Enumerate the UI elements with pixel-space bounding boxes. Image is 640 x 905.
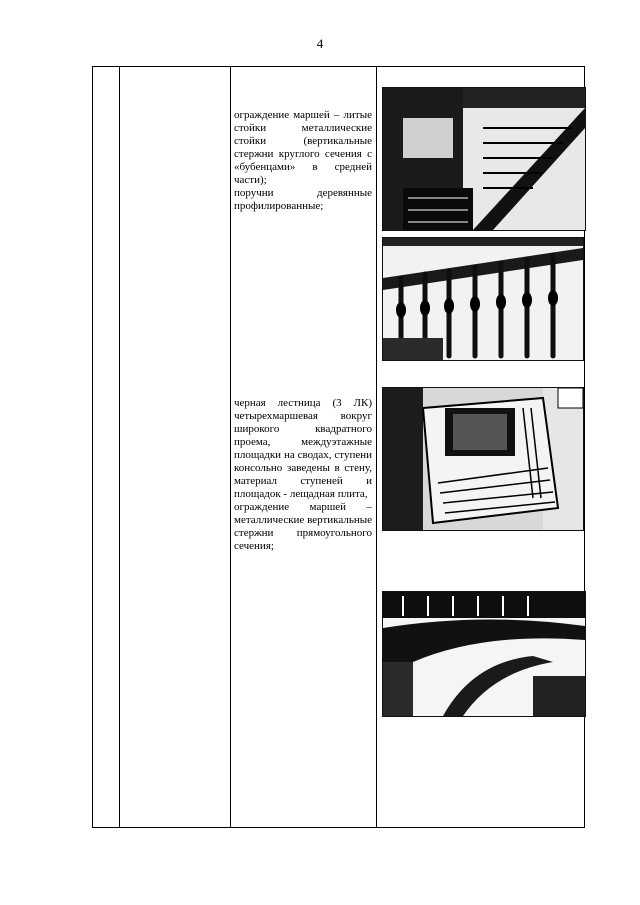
column-divider-3 (376, 67, 377, 827)
column-divider-1 (119, 67, 120, 827)
row-2-paragraph-2: ограждение маршей – металлические вертикальные стержни прямоугольного сечения; (234, 501, 372, 552)
row-1-description (234, 109, 372, 213)
row-2-description (234, 397, 372, 553)
stairwell-top-view-photo (382, 387, 584, 531)
staircase-railing-photo (382, 87, 586, 231)
cast-balusters-photo (382, 237, 584, 361)
row-2-paragraph-1: черная лестница (3 ЛК) четырехмаршевая вокруг широкого квадратного проема, междуэтажные площадки на сводах, ступени консольно заведены в стену, материал ступеней и площадок - лещадная плита, (234, 397, 372, 500)
row-1-paragraph-1: ограждение маршей – литые стойки металлические стойки (вертикальные стержни круглого сечения с «бубенцами» в средней части); (234, 109, 372, 186)
row-1-paragraph-2: поручни деревянные профилированные; (234, 187, 372, 212)
column-divider-2 (230, 67, 231, 827)
document-table (92, 66, 585, 828)
page-number: 4 (316, 36, 324, 51)
stair-underside-photo (382, 591, 586, 717)
